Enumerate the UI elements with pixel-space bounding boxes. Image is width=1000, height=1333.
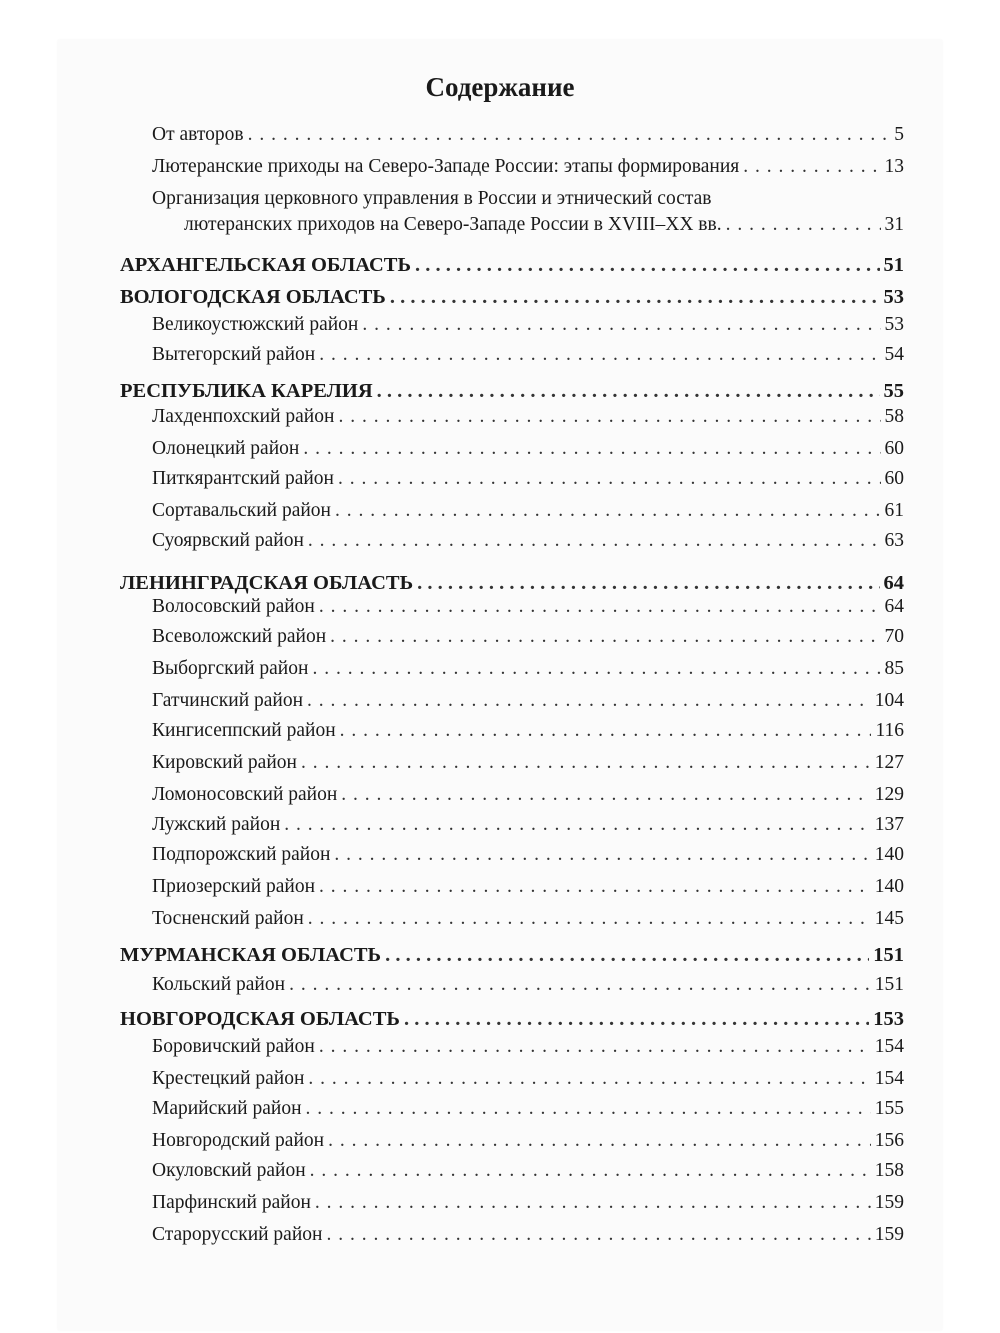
toc-section	[120, 942, 904, 968]
toc-entry	[152, 312, 904, 338]
toc-label: Приозерский район	[152, 876, 316, 897]
toc-label: Волосовский район	[152, 596, 315, 617]
dot-leader	[417, 570, 879, 596]
toc-entry	[152, 1190, 904, 1216]
dot-leader	[306, 1096, 871, 1122]
toc-entry	[152, 154, 904, 180]
toc-entry	[152, 1222, 904, 1248]
dot-leader	[312, 656, 880, 682]
toc-page-number: 58	[884, 406, 904, 427]
toc-entry	[152, 1096, 904, 1122]
toc-label: ВОЛОГОДСКАЯ ОБЛАСТЬ	[120, 286, 386, 308]
toc-label: РЕСПУБЛИКА КАРЕЛИЯ	[120, 380, 373, 402]
toc-page-number: 127	[874, 752, 904, 773]
toc-page-number: 31	[884, 214, 904, 235]
toc-entry	[152, 122, 904, 148]
toc-section	[120, 378, 904, 404]
toc-section	[120, 284, 904, 310]
toc-page-number: 54	[884, 344, 904, 365]
dot-leader	[341, 782, 870, 808]
toc-label: Ломоносовский район	[152, 784, 338, 805]
toc-page-number: 60	[884, 438, 904, 459]
toc-page-number: 154	[874, 1068, 904, 1089]
toc-label: Выборгский район	[152, 658, 309, 679]
toc-page-number: 154	[874, 1036, 904, 1057]
toc-page-number: 61	[884, 500, 904, 521]
dot-leader	[319, 342, 880, 368]
toc-entry	[152, 1034, 904, 1060]
dot-leader	[301, 750, 871, 776]
dot-leader	[248, 122, 891, 148]
toc-label: Вытегорский район	[152, 344, 316, 365]
dot-leader	[726, 212, 881, 238]
dot-leader	[303, 436, 880, 462]
toc-label: Суоярвский район	[152, 530, 304, 551]
toc-page-number: 53	[883, 286, 904, 308]
toc-entry	[152, 498, 904, 524]
toc-page-number: 145	[874, 908, 904, 929]
toc-entry	[152, 972, 904, 998]
dot-leader	[308, 906, 871, 932]
toc-page-number: 158	[874, 1160, 904, 1181]
toc-page-number: 137	[874, 814, 904, 835]
toc-label: Боровичский район	[152, 1036, 315, 1057]
dot-leader	[338, 404, 880, 430]
dot-leader	[326, 1222, 870, 1248]
toc-entry	[152, 1128, 904, 1154]
toc-label: лютеранских приходов на Северо-Западе России в XVIII–XX вв.	[184, 214, 722, 235]
toc-label: Олонецкий район	[152, 438, 300, 459]
dot-leader	[330, 624, 880, 650]
toc-page-number: 151	[874, 974, 904, 995]
toc-label: Старорусский район	[152, 1224, 323, 1245]
toc-label: Кольский район	[152, 974, 286, 995]
toc-page-number: 51	[883, 254, 904, 276]
dot-leader	[377, 378, 880, 404]
dot-leader	[340, 718, 872, 744]
toc-section	[120, 570, 904, 596]
toc-label: АРХАНГЕЛЬСКАЯ ОБЛАСТЬ	[120, 254, 412, 276]
toc-label: Лахденпохский район	[152, 406, 335, 427]
toc-entry	[152, 528, 904, 554]
dot-leader	[404, 1006, 869, 1032]
toc-entry	[152, 1066, 904, 1092]
toc-page-number: 85	[884, 658, 904, 679]
dot-leader	[319, 594, 881, 620]
dot-leader	[315, 1190, 871, 1216]
toc-page-number: 70	[884, 626, 904, 647]
toc-entry	[152, 842, 904, 868]
dot-leader	[319, 874, 871, 900]
toc-label: Кировский район	[152, 752, 297, 773]
toc-page-number: 159	[874, 1192, 904, 1213]
toc-page-number: 53	[884, 314, 904, 335]
toc-page-number: 104	[874, 690, 904, 711]
dot-leader	[319, 1034, 871, 1060]
toc-label: Марийский район	[152, 1098, 302, 1119]
toc-label: Гатчинский район	[152, 690, 304, 711]
toc-page-number: 64	[884, 596, 904, 617]
toc-page-number: 140	[874, 844, 904, 865]
toc-label: Сортавальский район	[152, 500, 331, 521]
toc-entry	[152, 782, 904, 808]
toc-label: Лужский район	[152, 814, 281, 835]
toc-entry	[152, 624, 904, 650]
toc-entry	[152, 750, 904, 776]
toc-page-number: 151	[873, 944, 904, 966]
dot-leader	[415, 252, 879, 278]
dot-leader	[385, 942, 869, 968]
toc-label: НОВГОРОДСКАЯ ОБЛАСТЬ	[120, 1008, 400, 1030]
toc-entry	[152, 404, 904, 430]
toc-page-number: 55	[883, 380, 904, 402]
dot-leader	[362, 312, 880, 338]
toc-page-number: 13	[884, 156, 904, 177]
dot-leader	[334, 842, 870, 868]
toc-label: ЛЕНИНГРАДСКАЯ ОБЛАСТЬ	[120, 572, 414, 594]
dot-leader	[743, 154, 880, 180]
dot-leader	[328, 1128, 871, 1154]
toc-entry	[152, 812, 904, 838]
toc-label: От авторов	[152, 124, 244, 145]
toc-label: Питкярантский район	[152, 468, 334, 489]
toc-label: Подпорожский район	[152, 844, 331, 865]
toc-entry	[152, 874, 904, 900]
toc-page-number: 5	[894, 124, 904, 145]
toc-page-number: 153	[873, 1008, 904, 1030]
toc-label: Новгородский район	[152, 1130, 325, 1151]
toc-page-number: 155	[874, 1098, 904, 1119]
toc-label: Парфинский район	[152, 1192, 311, 1213]
toc-label: Всеволожский район	[152, 626, 327, 647]
toc-page-number: 63	[884, 530, 904, 551]
toc-entry-line: Организация церковного управления в России и этнический состав	[152, 188, 712, 209]
dot-leader	[310, 1158, 871, 1184]
toc-entry	[152, 718, 904, 744]
dot-leader	[338, 466, 881, 492]
toc-entry	[152, 594, 904, 620]
dot-leader	[308, 528, 881, 554]
toc-entry	[152, 342, 904, 368]
dot-leader	[335, 498, 881, 524]
toc-page-number: 140	[874, 876, 904, 897]
toc-page-number: 156	[874, 1130, 904, 1151]
toc-entry	[152, 688, 904, 714]
toc-entry	[152, 656, 904, 682]
toc-entry	[152, 436, 904, 462]
toc-page-number: 159	[874, 1224, 904, 1245]
toc-entry	[184, 212, 904, 238]
dot-leader	[284, 812, 870, 838]
toc-label: МУРМАНСКАЯ ОБЛАСТЬ	[120, 944, 382, 966]
toc-entry	[152, 1158, 904, 1184]
toc-page-number: 60	[884, 468, 904, 489]
toc-section	[120, 252, 904, 278]
toc-section	[120, 1006, 904, 1032]
toc-page-number: 116	[875, 720, 904, 741]
dot-leader	[289, 972, 871, 998]
toc-entry	[152, 906, 904, 932]
page-title: Содержание	[425, 72, 575, 102]
toc-label: Кингисеппский район	[152, 720, 336, 741]
toc-label: Великоустюжский район	[152, 314, 359, 335]
toc-page-number: 129	[874, 784, 904, 805]
toc-label: Лютеранские приходы на Северо-Западе России: этапы формирования	[152, 156, 740, 177]
dot-leader	[308, 1066, 870, 1092]
toc-page-number: 64	[883, 572, 904, 594]
toc-label: Тосненский район	[152, 908, 304, 929]
toc-label: Крестецкий район	[152, 1068, 305, 1089]
dot-leader	[307, 688, 871, 714]
dot-leader	[390, 284, 880, 310]
toc-label: Окуловский район	[152, 1160, 306, 1181]
toc-entry	[152, 466, 904, 492]
